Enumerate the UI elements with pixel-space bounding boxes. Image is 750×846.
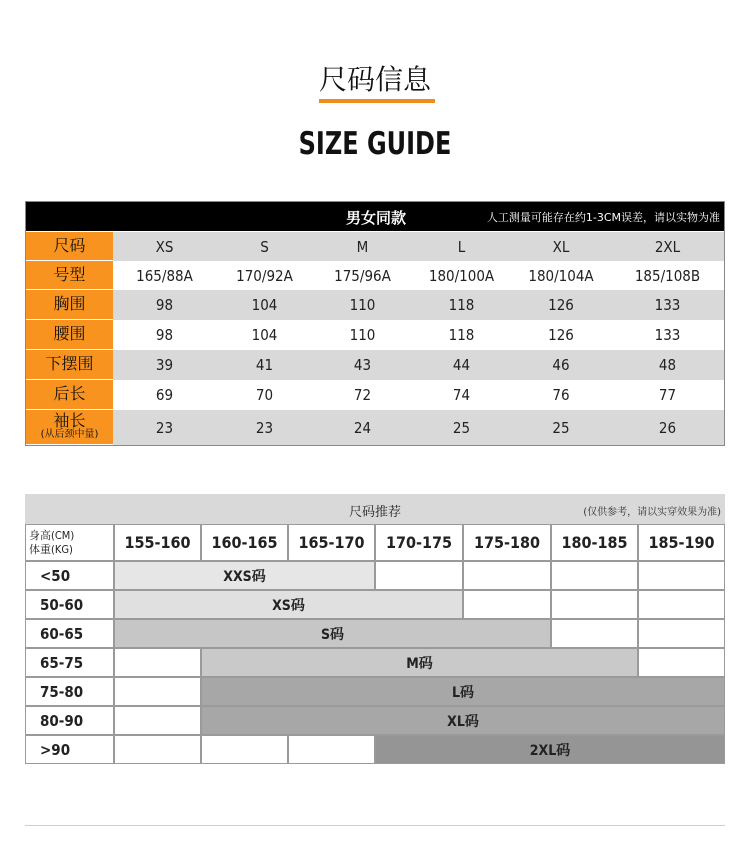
weight-range-label: 60-65 <box>25 619 114 648</box>
size-table-cell: S <box>216 232 313 261</box>
empty-cell <box>551 619 638 648</box>
size-table-header-title: 男女同款 <box>345 209 406 227</box>
size-table-header <box>26 202 724 231</box>
row-label-subtext: (从后颈中量) <box>40 429 99 441</box>
recommended-size-bar: S码 <box>114 619 551 648</box>
size-table-cell: 70 <box>216 380 313 410</box>
empty-cell <box>114 706 201 735</box>
empty-cell <box>463 590 551 619</box>
recommendation-title: 尺码推荐 <box>348 505 401 520</box>
size-table-cell: 170/92A <box>216 261 313 290</box>
size-table-row <box>26 261 724 290</box>
size-table-cell: 44 <box>412 350 511 380</box>
size-table-cell: 126 <box>511 290 611 320</box>
size-table-cell: 165/88A <box>113 261 216 290</box>
size-table-header-note: 人工测量可能存在约1-3CM误差，请以实物为准 <box>486 211 720 224</box>
empty-cell <box>638 619 725 648</box>
empty-cell <box>288 735 375 764</box>
corner-label: 体重(KG) <box>29 542 73 556</box>
size-table-cell: L <box>412 232 511 261</box>
empty-cell <box>463 561 551 590</box>
size-table-cell: 76 <box>511 380 611 410</box>
size-table-row <box>26 410 724 445</box>
height-range-header: 170-175 <box>375 524 463 561</box>
corner-label: 身高(CM) <box>29 528 75 542</box>
row-label <box>26 350 113 380</box>
size-table-cell: 43 <box>313 350 412 380</box>
row-label-text: 胸围 <box>53 294 86 314</box>
recommendation-note: (仅供参考，请以实穿效果为准) <box>583 507 721 518</box>
empty-cell <box>375 561 463 590</box>
page-title-en: SIZE GUIDE <box>298 126 452 162</box>
height-weight-corner <box>25 524 114 561</box>
size-table-cell: 118 <box>412 320 511 350</box>
size-table-cell: XL <box>511 232 611 261</box>
weight-range-label: 75-80 <box>25 677 114 706</box>
row-label <box>26 290 113 320</box>
size-table-cell: 23 <box>216 410 313 445</box>
height-range-header: 165-170 <box>288 524 375 561</box>
empty-cell <box>551 590 638 619</box>
size-table-cell: 39 <box>113 350 216 380</box>
height-range-header: 160-165 <box>201 524 288 561</box>
row-label <box>26 261 113 290</box>
weight-range-label: 50-60 <box>25 590 114 619</box>
empty-cell <box>638 648 725 677</box>
empty-cell <box>638 561 725 590</box>
row-label-text: 尺码 <box>53 235 86 255</box>
recommended-size-bar: XS码 <box>114 590 463 619</box>
size-table-cell: 69 <box>113 380 216 410</box>
size-table-cell: 104 <box>216 290 313 320</box>
size-table-cell: 23 <box>113 410 216 445</box>
size-table-row <box>26 290 724 320</box>
size-table-cell: 185/108B <box>611 261 724 290</box>
size-measurement-table <box>25 201 725 446</box>
weight-range-label: <50 <box>25 561 114 590</box>
size-table-cell: 25 <box>511 410 611 445</box>
weight-range-label: 80-90 <box>25 706 114 735</box>
recommendation-header <box>25 494 725 524</box>
height-range-header: 185-190 <box>638 524 725 561</box>
size-table-cell: 2XL <box>611 232 724 261</box>
size-table-row <box>26 350 724 380</box>
size-table-cell: 46 <box>511 350 611 380</box>
row-label <box>26 320 113 350</box>
size-table-cell: 133 <box>611 320 724 350</box>
size-table-cell: 180/100A <box>412 261 511 290</box>
size-table-cell: 24 <box>313 410 412 445</box>
height-range-header: 155-160 <box>114 524 201 561</box>
size-table-cell: 98 <box>113 290 216 320</box>
size-table-cell: XS <box>113 232 216 261</box>
weight-range-label: 65-75 <box>25 648 114 677</box>
row-label <box>26 410 113 445</box>
recommended-size-bar: XXS码 <box>114 561 375 590</box>
recommended-size-bar: M码 <box>201 648 638 677</box>
row-label-text: 袖长 <box>53 411 86 431</box>
empty-cell <box>638 590 725 619</box>
size-table-cell: M <box>313 232 412 261</box>
size-table-cell: 26 <box>611 410 724 445</box>
row-label-text: 后长 <box>53 384 86 404</box>
title-underline <box>319 99 435 103</box>
size-table-cell: 133 <box>611 290 724 320</box>
size-table-row <box>26 320 724 350</box>
empty-cell <box>114 648 201 677</box>
size-table-cell: 48 <box>611 350 724 380</box>
row-label <box>26 380 113 410</box>
weight-range-label: >90 <box>25 735 114 764</box>
size-recommendation-table <box>25 524 725 762</box>
bottom-divider <box>25 825 725 826</box>
size-table-cell: 126 <box>511 320 611 350</box>
size-table-cell: 110 <box>313 320 412 350</box>
empty-cell <box>201 735 288 764</box>
size-table-cell: 74 <box>412 380 511 410</box>
empty-cell <box>114 735 201 764</box>
size-table-cell: 41 <box>216 350 313 380</box>
size-table-cell: 72 <box>313 380 412 410</box>
size-table-cell: 98 <box>113 320 216 350</box>
size-table-cell: 180/104A <box>511 261 611 290</box>
recommended-size-bar: XL码 <box>201 706 725 735</box>
size-table-cell: 175/96A <box>313 261 412 290</box>
page-title-cn: 尺码信息 <box>318 63 431 96</box>
size-table-cell: 118 <box>412 290 511 320</box>
size-table-cell: 77 <box>611 380 724 410</box>
height-range-header: 180-185 <box>551 524 638 561</box>
size-table-row <box>26 232 724 261</box>
row-label <box>26 232 113 261</box>
row-label-text: 号型 <box>53 264 86 284</box>
row-label-text: 腰围 <box>53 324 86 344</box>
height-range-header: 175-180 <box>463 524 551 561</box>
size-table-cell: 110 <box>313 290 412 320</box>
recommended-size-bar: 2XL码 <box>375 735 725 764</box>
empty-cell <box>114 677 201 706</box>
row-label-text: 下摆围 <box>45 354 94 374</box>
size-table-cell: 104 <box>216 320 313 350</box>
empty-cell <box>551 561 638 590</box>
recommended-size-bar: L码 <box>201 677 725 706</box>
size-table-cell: 25 <box>412 410 511 445</box>
size-table-row <box>26 380 724 410</box>
